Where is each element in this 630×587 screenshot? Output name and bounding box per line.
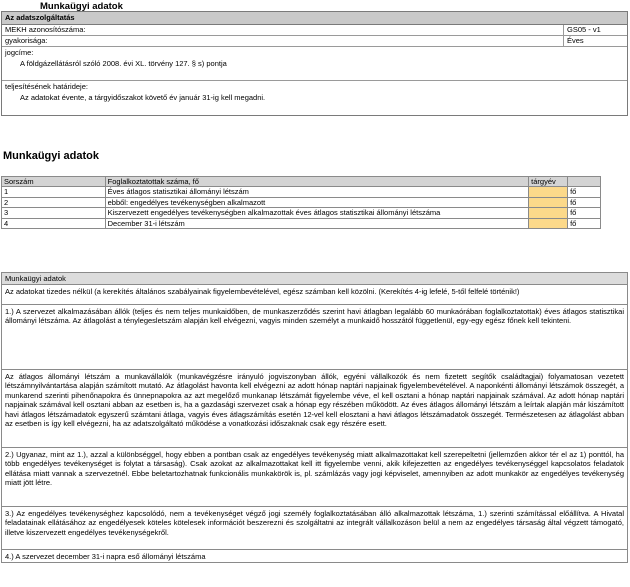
row-description: Éves átlagos statisztikai állományi létszám <box>105 187 529 197</box>
row-number: 2 <box>2 197 106 207</box>
notes-intro: Az adatokat tizedes nélkül (a kerekítés általános szabályainak figyelembevételével, egész számban kell közölni. (Kerekítés 4-ig lefelé, 5-től felfelé történik!) <box>2 285 627 305</box>
table-header-row <box>2 177 601 187</box>
row-value-input[interactable] <box>529 208 568 218</box>
notes-box <box>1 272 628 563</box>
row-unit: fő <box>568 208 601 218</box>
info-value-frequency[interactable]: Éves <box>563 36 627 46</box>
header-number: Sorszám <box>2 177 106 187</box>
header-description: Foglalkoztatottak száma, fő <box>105 177 529 187</box>
table-row <box>2 197 601 207</box>
row-value-input[interactable] <box>529 197 568 207</box>
header-unit <box>568 177 601 187</box>
info-box <box>1 11 628 116</box>
info-row-frequency <box>2 36 627 47</box>
row-description: December 31-i létszám <box>105 218 529 228</box>
row-number: 4 <box>2 218 106 228</box>
deadline-label: teljesítésének határideje: <box>5 82 88 91</box>
info-row-id <box>2 25 627 36</box>
row-number: 1 <box>2 187 106 197</box>
notes-paragraph-1: 1.) A szervezet alkalmazásában állók (teljes és nem teljes munkaidőben, de munkaszerződés szerint havi átlagban legalább 60 munkaórában foglalkoztatottak) éves átlagos statisztikai állományi létszáma. Az átlagolást a ténylegesletszám alapján kell elvégezni, vagyis minden személyt a munkaidő hosszától függetlenül, egy-egy egész főnek kell tekinteni. <box>2 305 627 370</box>
row-value-input[interactable] <box>529 187 568 197</box>
notes-paragraph-3: 3.) Az engedélyes tevékenységhez kapcsolódó, nem a tevékenységet végző jogi személy foglalkoztatásában álló alkalmazottak létszáma, 1.) szerinti számítással előállítva. A Hivatal feladatainak ellátásához az engedélyesek köteles kötelesek információt beszerezni és szolgáltatni az integrált vállalkozáson belül a nem az engedélyes társaság által végzett támogató, illetve kiszervezett engedélyes tevékenységekről. <box>2 507 627 550</box>
table-row <box>2 218 601 228</box>
row-unit: fő <box>568 218 601 228</box>
legal-label: jogcíme: <box>5 48 34 57</box>
info-value-id[interactable]: GS05 - v1 <box>563 25 627 35</box>
row-value-input[interactable] <box>529 218 568 228</box>
row-unit: fő <box>568 187 601 197</box>
header-year: tárgyév <box>529 177 568 187</box>
info-header: Az adatszolgáltatás <box>2 12 627 25</box>
row-unit: fő <box>568 197 601 207</box>
info-block-legal <box>2 47 627 81</box>
table-row <box>2 187 601 197</box>
row-number: 3 <box>2 208 106 218</box>
sheet-title: Munkaügyi adatok <box>40 1 123 12</box>
deadline-text: Az adatokat évente, a tárgyidőszakot követő év január 31-ig kell megadni. <box>20 93 266 102</box>
notes-paragraph-4: 4.) A szervezet december 31-i napra eső állományi létszáma <box>5 552 206 561</box>
info-label-id: MEKH azonosítószáma: <box>5 25 86 34</box>
info-block-deadline <box>2 81 627 115</box>
row-description: ebből: engedélyes tevékenységben alkalmazott <box>105 197 529 207</box>
section-title: Munkaügyi adatok <box>3 150 99 162</box>
row-description: Kiszervezett engedélyes tevékenységben alkalmazottak éves átlagos statisztikai állományi létszáma <box>105 208 529 218</box>
notes-paragraph-2: 2.) Ugyanaz, mint az 1.), azzal a különbséggel, hogy ebben a pontban csak az engedélyes tevékenység miatt alkalmazottakat kell szerepeltetni (jellemzően akkor tér el az 1) ponttól, ha több engedélyes tevékenységet is folytat a társaság). Csak azokat az alkalmazottakat kell itt figyelembe venni, akik kifejezetten az engedélyes tevékenységgel kapcsolatos feladatok ellátása miatt vannak a szervezetnél. Ebbe beletartozhatnak funkcionális munkakörök is, pl. számlázás vagy jogi képviselet, amennyiben az adott munkakör az engedélyes tevékenység miatt jött létre. <box>2 448 627 507</box>
data-table <box>1 176 601 229</box>
legal-text: A földgázellátásról szóló 2008. évi XL. törvény 127. § s) pontja <box>20 59 227 68</box>
info-label-frequency: gyakorisága: <box>5 36 48 45</box>
table-row <box>2 208 601 218</box>
notes-paragraph-1b: Az átlagos állományi létszám a munkavállalók (munkavégzésre irányuló jogviszonyban állók, egyéni vállalkozók és nem fizetett segítők családtagjai) folyamatosan vezetett létszámnyilvántartása alapján számított mutató. Az átlagolást havonta kell elvégezni az adott hónap naptári napjainak figyelembevételével. A naponkénti állományi létszámok összegét, a munkarend szerinti pihenőnapokra és ünnepnapokra az azt megelőző munkanap létszámát figyelembe véve, el kell osztani a hónap naptári napjainak számával. Az adott hónap naptári napjainak számával kell osztani abban az esetben is, ha a gazdasági szervezet csak a hónap egy részében működött. Az éves átlagos állományi létszám a leírtak alapján már kiszámított havi átlagos létszámadatok egyszerű számtani átlaga, vagyis éves átlagszámítás esetén 12-vel kell elosztani a havi átlagos létszámadatok összegét. Természetesen az átlagolást abban az esetben is így kell elvégezni, ha az adatszolgáltató működése a vonatkozási időszaknak csak egy részére esett. <box>2 370 627 448</box>
notes-title: Munkaügyi adatok <box>2 273 627 285</box>
